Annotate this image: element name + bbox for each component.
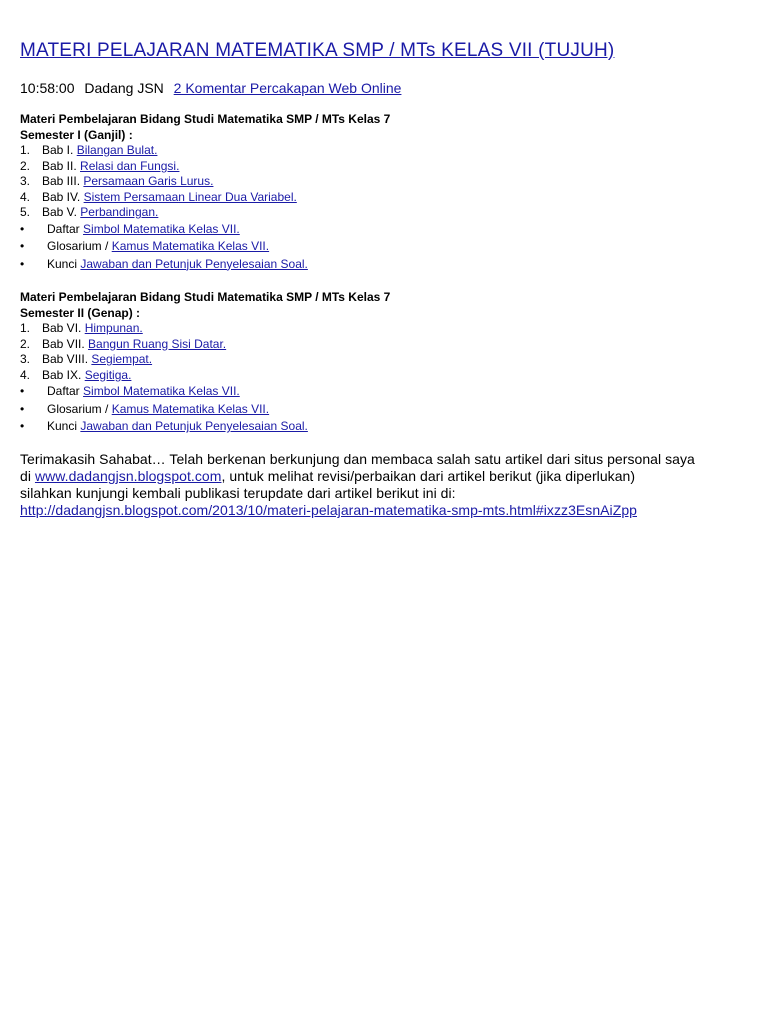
bullet-icon: • — [20, 239, 25, 253]
semester-2-heading: Materi Pembelajaran Bidang Studi Matematika SMP / MTs Kelas 7 — [20, 290, 391, 304]
list-item — [20, 174, 390, 190]
closing-line-4 — [20, 502, 750, 519]
post-meta — [20, 80, 401, 96]
closing-line-3: silahkan kunjungi kembali publikasi terupdate dari artikel berikut ini di: — [20, 485, 456, 501]
chapter-link[interactable]: Segitiga. — [84, 367, 132, 382]
chapter-prefix: Bab III. — [42, 174, 81, 188]
list-number: 3. — [20, 174, 31, 188]
chapter-link[interactable]: Sistem Persamaan Linear Dua Variabel. — [83, 189, 297, 204]
extra-prefix: Glosarium / — [47, 401, 109, 416]
closing-line-2-suffix: , untuk melihat revisi/perbaikan dari artikel berikut (jika diperlukan) — [221, 468, 636, 484]
list-item — [20, 238, 390, 256]
list-item — [20, 337, 390, 353]
list-item — [20, 256, 390, 274]
semester-2-subheading: Semester II (Genap) : — [20, 305, 141, 320]
extra-link[interactable]: Kamus Matematika Kelas VII. — [111, 239, 270, 253]
list-item — [20, 190, 390, 206]
semester-2-section — [20, 290, 390, 436]
chapter-link[interactable]: Perbandingan. — [80, 205, 159, 219]
semester-1-chapter-list — [20, 143, 390, 273]
comments-link[interactable]: 2 Komentar Percakapan Web Online — [173, 80, 402, 96]
extra-link[interactable]: Simbol Matematika Kelas VII. — [83, 221, 240, 236]
semester-1-subheading: Semester I (Ganjil) : — [20, 127, 133, 142]
list-number: 1. — [20, 143, 31, 157]
chapter-link[interactable]: Bilangan Bulat. — [76, 143, 158, 157]
post-author: Dadang JSN — [84, 80, 164, 96]
list-number: 2. — [20, 158, 31, 173]
list-item — [20, 352, 390, 368]
closing-paragraph — [20, 451, 750, 519]
list-item — [20, 368, 390, 384]
bullet-icon: • — [20, 419, 25, 433]
list-item — [20, 221, 390, 239]
list-item — [20, 401, 390, 419]
extra-link[interactable]: Jawaban dan Petunjuk Penyelesaian Soal. — [80, 256, 308, 271]
extra-link[interactable]: Simbol Matematika Kelas VII. — [83, 384, 240, 398]
list-item — [20, 205, 390, 221]
semester-1-section — [20, 112, 390, 273]
list-item — [20, 143, 390, 159]
chapter-link[interactable]: Himpunan. — [84, 321, 143, 335]
chapter-prefix: Bab V. — [42, 205, 77, 219]
list-number: 1. — [20, 321, 31, 335]
list-number: 2. — [20, 336, 31, 351]
page-title-link[interactable]: MATERI PELAJARAN MATEMATIKA SMP / MTs KELAS VII (TUJUH) — [20, 40, 615, 61]
list-number: 5. — [20, 205, 31, 219]
chapter-prefix: Bab IX. — [42, 367, 82, 382]
extra-link[interactable]: Kamus Matematika Kelas VII. — [111, 401, 270, 416]
chapter-link[interactable]: Persamaan Garis Lurus. — [83, 174, 214, 188]
closing-line-2 — [20, 468, 750, 485]
list-number: 3. — [20, 352, 31, 366]
extra-prefix: Daftar — [47, 221, 80, 236]
site-link[interactable]: www.dadangjsn.blogspot.com — [34, 468, 222, 484]
extra-prefix: Kunci — [47, 419, 78, 433]
bullet-icon: • — [20, 384, 25, 398]
semester-2-chapter-list — [20, 321, 390, 436]
chapter-prefix: Bab I. — [42, 143, 74, 157]
bullet-icon: • — [20, 221, 25, 236]
extra-prefix: Glosarium / — [47, 239, 109, 253]
article-url-link[interactable]: http://dadangjsn.blogspot.com/2013/10/materi-pelajaran-matematika-smp-mts.html#ixzz3EsnAiZpp — [20, 502, 637, 518]
list-item — [20, 159, 390, 175]
post-time: 10:58:00 — [20, 80, 75, 96]
list-item — [20, 383, 390, 401]
chapter-prefix: Bab II. — [42, 158, 77, 173]
closing-line-1: Terimakasih Sahabat… Telah berkenan berkunjung dan membaca salah satu artikel dari situs personal saya — [20, 451, 695, 467]
extra-prefix: Kunci — [47, 256, 78, 271]
list-item — [20, 321, 390, 337]
bullet-icon: • — [20, 256, 25, 271]
semester-1-heading: Materi Pembelajaran Bidang Studi Matematika SMP / MTs Kelas 7 — [20, 112, 391, 126]
closing-line-2-prefix: di — [20, 468, 31, 484]
chapter-link[interactable]: Relasi dan Fungsi. — [80, 158, 180, 173]
list-item — [20, 418, 390, 436]
list-number: 4. — [20, 189, 31, 204]
bullet-icon: • — [20, 401, 25, 416]
extra-link[interactable]: Jawaban dan Petunjuk Penyelesaian Soal. — [80, 419, 308, 433]
chapter-prefix: Bab VI. — [42, 321, 82, 335]
chapter-prefix: Bab VII. — [42, 336, 85, 351]
chapter-prefix: Bab VIII. — [42, 352, 89, 366]
extra-prefix: Daftar — [47, 384, 80, 398]
chapter-link[interactable]: Segiempat. — [91, 352, 153, 366]
list-number: 4. — [20, 367, 31, 382]
chapter-link[interactable]: Bangun Ruang Sisi Datar. — [88, 336, 227, 351]
chapter-prefix: Bab IV. — [42, 189, 81, 204]
